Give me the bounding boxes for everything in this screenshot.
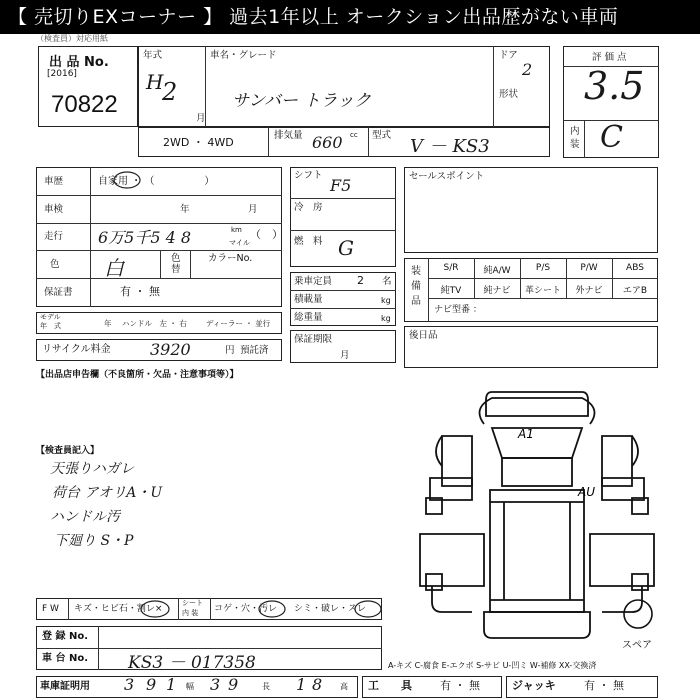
door-label: ドア xyxy=(499,50,518,61)
condition-seat-2: 内 装 xyxy=(182,609,199,617)
color-tag-2: 替 xyxy=(171,264,181,275)
after-fix-label: 後日品 xyxy=(409,330,438,341)
gross-unit: kg xyxy=(381,314,391,323)
equip-ext-navi: 外ナビ xyxy=(575,286,603,296)
jack-value: 有 ・ 無 xyxy=(584,679,624,692)
cert-unit-1: 幅 xyxy=(186,682,194,691)
cert-v6: 1 xyxy=(296,675,307,694)
equipment-label: 装備品 xyxy=(411,266,421,307)
certificate-label: 車庫証明用 xyxy=(40,681,90,692)
cert-unit-2: 長 xyxy=(262,682,270,691)
recycle-unit: 円 xyxy=(225,345,235,356)
equip-pw: P/W xyxy=(580,263,598,273)
damage-mark-front: A1 xyxy=(518,427,534,441)
inspector-line-4: 下廻り S・P xyxy=(54,533,134,549)
interior-value: C xyxy=(600,120,623,155)
private-use-circle xyxy=(113,171,141,189)
chassis-label: 車 台 No. xyxy=(42,653,89,664)
lot-number-box xyxy=(38,46,138,127)
equip-sr: S/R xyxy=(443,263,459,273)
condition-seat-1: シート xyxy=(182,599,203,607)
top-cut-text: （検査員）対応用紙 xyxy=(36,34,108,43)
vehicle-damage-diagram xyxy=(412,386,672,648)
registration-label: 登 録 No. xyxy=(42,631,89,642)
model-year-year: 年 xyxy=(104,319,112,328)
equip-navi: 純ナビ xyxy=(483,286,511,296)
damage-legend-codes: A-キズ C-腐食 E-エクボ S-サビ U-凹ミ W-補修 XX-交換済 xyxy=(388,661,597,670)
spare-tire-icon xyxy=(624,600,652,628)
jack-label: ジャッキ xyxy=(512,679,556,692)
color-label: 色 xyxy=(50,259,60,270)
lot-number: 70822 xyxy=(51,91,118,118)
chassis-value: KS3 － 017358 xyxy=(128,653,256,673)
shift-label: シフト xyxy=(294,170,323,181)
score-label: 評 価 点 xyxy=(592,52,627,63)
auction-banner: 【 売切りEXコーナー 】 過去1年以上 オークション出品歴がない車両 xyxy=(0,0,700,34)
displacement-value: 660 xyxy=(312,133,343,152)
spare-label: スペア xyxy=(622,640,652,651)
cert-v7: 8 xyxy=(312,675,323,694)
model-year-l2: 年 式 xyxy=(40,322,61,330)
year-era: H xyxy=(146,70,164,94)
capacity-unit: 名 xyxy=(382,276,392,287)
lot-year-tag: [2016] xyxy=(47,69,77,79)
history-text: 自家用 ・ （ ） xyxy=(98,176,215,187)
cert-v5: 9 xyxy=(228,675,239,694)
door-value: 2 xyxy=(522,60,533,79)
model-year-l1: モデル xyxy=(40,313,61,321)
warranty-value: 有 ・ 無 xyxy=(120,285,160,298)
equip-abs: ABS xyxy=(626,263,644,273)
model-name-label: 車名・グレード xyxy=(210,50,277,61)
tools-value: 有 ・ 無 xyxy=(440,679,480,692)
warranty-label: 保証書 xyxy=(44,287,73,298)
cert-v1: 3 xyxy=(124,675,135,694)
equip-alloy: 純A/W xyxy=(483,266,511,276)
color-no-label: カラーNo. xyxy=(208,253,253,264)
equip-ps: P/S xyxy=(535,263,551,273)
handle-side: ハンドル 左 ・ 右 xyxy=(122,319,187,328)
shift-value: F5 xyxy=(330,176,352,195)
color-value: 白 xyxy=(104,256,124,280)
cert-v3: 1 xyxy=(166,675,177,694)
dirt-circle xyxy=(258,600,286,618)
interior-label: 内装 xyxy=(570,126,580,150)
inspector-line-1: 天張りハガレ xyxy=(50,461,134,477)
fuel-value: G xyxy=(338,236,354,260)
displacement-unit: cc xyxy=(350,131,358,139)
history-label: 車歴 xyxy=(44,176,64,187)
warranty-period-label: 保証期限 xyxy=(294,334,333,345)
tools-label: 工 具 xyxy=(368,679,412,692)
stone-chip-circle xyxy=(140,600,170,618)
mileage-mile: マイル xyxy=(229,239,250,247)
shape-label: 形状 xyxy=(499,89,519,100)
seller-notes-label: 【出品店申告欄（不良箇所・欠品・注意事項等）】 xyxy=(36,370,239,380)
sales-point-label: セールスポイント xyxy=(409,171,485,182)
wear-circle xyxy=(354,600,382,618)
capacity-label: 乗車定員 xyxy=(294,276,333,287)
model-code-value: V － KS3 xyxy=(410,136,490,157)
mileage-paren: （ ） xyxy=(250,228,283,241)
fuel-label: 燃 料 xyxy=(294,236,323,247)
load-unit: kg xyxy=(381,296,391,305)
equip-airbag: エアB xyxy=(622,286,648,296)
warranty-period-month: 月 xyxy=(340,350,350,361)
score-value: 3.5 xyxy=(584,64,645,108)
inspector-label: 【検査員記入】 xyxy=(36,446,100,456)
year-value: 2 xyxy=(162,78,178,106)
inspector-line-3: ハンドル汚 xyxy=(50,509,120,525)
condition-tear: シミ・破レ・スレ xyxy=(294,604,367,614)
condition-stains: コゲ・穴・汚レ xyxy=(214,604,278,614)
cert-unit-3: 高 xyxy=(340,682,348,691)
model-name-value: サンバー トラック xyxy=(232,91,372,111)
dealer-type: ディーラー ・ 並行 xyxy=(206,319,271,328)
cert-v4: 3 xyxy=(210,675,221,694)
inspection-month: 月 xyxy=(248,204,258,215)
recycle-deposit: 預託済 xyxy=(240,345,269,356)
load-label: 積載量 xyxy=(294,294,323,305)
month-mark: 月 xyxy=(196,113,206,124)
inspection-label: 車検 xyxy=(44,204,64,215)
sales-point-box xyxy=(404,167,658,253)
navi-model-label: ナビ型番 ： xyxy=(434,305,482,315)
gross-label: 総重量 xyxy=(294,312,323,323)
model-code-label: 型式 xyxy=(372,130,392,141)
mileage-value: 6万5千5 4 8 xyxy=(98,228,192,247)
condition-scratch: キズ・ヒビ石・割レ× xyxy=(74,604,163,614)
equip-tv: 純TV xyxy=(440,286,462,296)
displacement-label: 排気量 xyxy=(274,130,303,141)
recycle-label: リサイクル料金 xyxy=(42,344,111,355)
cert-v2: 9 xyxy=(146,675,157,694)
color-tag-1: 色 xyxy=(171,253,181,264)
year-label: 年式 xyxy=(143,50,163,61)
drive-text: 2WD ・ 4WD xyxy=(163,136,234,149)
after-fix-box xyxy=(404,326,658,368)
inspector-line-2: 荷台 アオリA・U xyxy=(52,485,163,501)
lot-label: 出 品 No. xyxy=(49,55,109,70)
recycle-value: 3920 xyxy=(150,340,191,359)
equip-leather: 革シート xyxy=(524,286,561,296)
condition-fw: F W xyxy=(42,604,59,614)
mileage-km: km xyxy=(231,226,242,234)
damage-mark-bed: AU xyxy=(578,485,595,499)
aircon-label: 冷 房 xyxy=(294,202,323,213)
mileage-label: 走行 xyxy=(44,231,64,242)
capacity-value: 2 xyxy=(357,274,364,287)
inspection-year: 年 xyxy=(180,204,190,215)
